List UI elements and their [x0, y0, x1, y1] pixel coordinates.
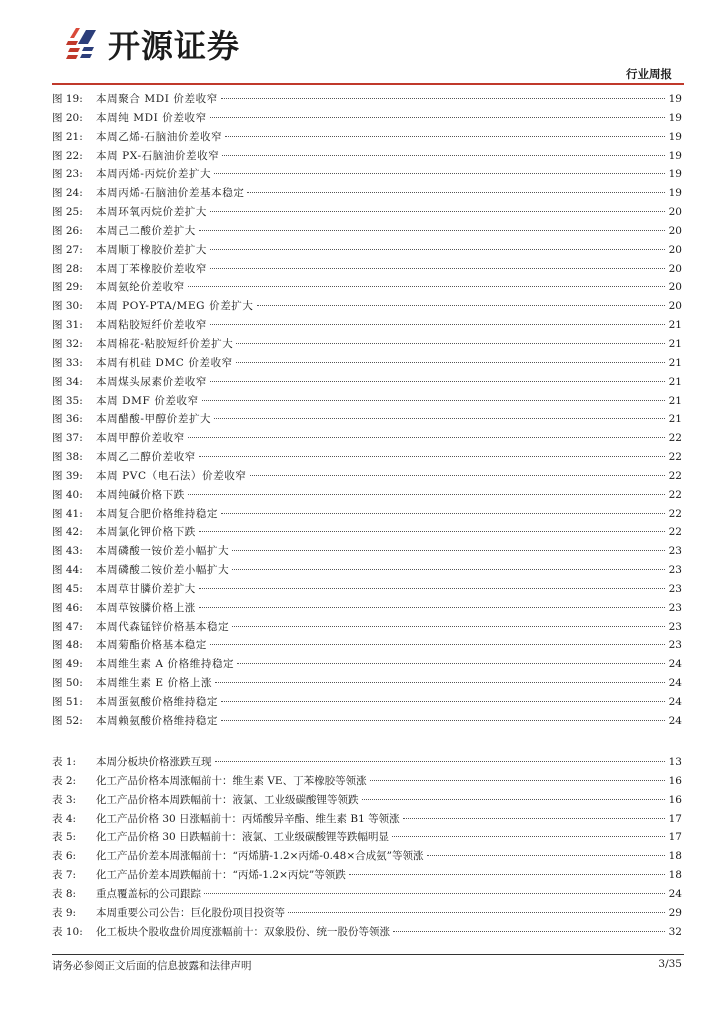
toc-dot-leader: [199, 230, 665, 231]
figure-toc-entry[interactable]: [52, 90, 682, 109]
figure-toc-entry[interactable]: [52, 618, 682, 637]
toc-entry-page: 21: [668, 394, 682, 407]
toc-entry-label: 图 47:: [52, 620, 83, 633]
report-type: 行业周报: [626, 67, 672, 81]
toc-entry-page: 24: [668, 658, 682, 671]
figure-toc-entry[interactable]: [52, 505, 682, 524]
toc-entry-page: 22: [668, 451, 682, 464]
toc-dot-leader: [215, 761, 666, 762]
table-toc-entry[interactable]: [52, 810, 682, 829]
table-toc-entry[interactable]: [52, 772, 682, 791]
toc-entry-label: 图 38:: [52, 451, 83, 464]
toc-entry-title: 化工产品价差本周涨幅前十：“丙烯腈-1.2×丙烯-0.48×合成氨”等领涨: [96, 850, 424, 863]
toc-entry-title: 本周乙烯-石脑油价差收窄: [96, 130, 223, 143]
toc-entry-page: 19: [668, 168, 682, 181]
table-toc-entry[interactable]: [52, 904, 682, 923]
figure-toc-entry[interactable]: [52, 335, 682, 354]
toc-entry-label: 图 21:: [52, 130, 83, 143]
toc-entry-page: 21: [668, 375, 682, 388]
toc-entry-label: 图 51:: [52, 696, 83, 708]
toc-entry-page: 24: [668, 887, 682, 900]
figure-toc-entry[interactable]: [52, 523, 682, 542]
toc-entry-page: 20: [668, 224, 682, 237]
toc-entry-page: 23: [668, 601, 682, 614]
figure-toc-entry[interactable]: [52, 580, 682, 599]
figure-toc-entry[interactable]: [52, 184, 682, 203]
toc-entry-page: 19: [668, 187, 682, 200]
toc-entry-page: 24: [668, 714, 682, 727]
figure-toc-list: [52, 90, 682, 731]
toc-entry-label: 图 50:: [52, 677, 83, 690]
toc-dot-leader: [232, 569, 665, 570]
toc-entry-label: 表 6:: [52, 850, 77, 863]
toc-entry-page: 22: [668, 432, 682, 445]
toc-entry-title: 本周聚合 MDI 价差收窄: [96, 93, 218, 105]
toc-entry-page: 23: [668, 545, 682, 558]
figure-toc-entry[interactable]: [52, 655, 682, 674]
toc-entry-label: 图 37:: [52, 432, 83, 445]
toc-entry-page: 21: [668, 337, 682, 350]
table-toc-entry[interactable]: [52, 847, 682, 866]
toc-entry-title: 本周磷酸二铵价差小幅扩大: [96, 564, 230, 577]
brand-name: 开源证券: [108, 27, 241, 65]
toc-entry-title: 化工产品价格 30 日跌幅前十：液氯、工业级碳酸锂等跌幅明显: [96, 831, 390, 844]
toc-dot-leader: [210, 211, 665, 212]
toc-dot-leader: [257, 305, 666, 306]
toc-entry-title: 本周己二酸价差扩大: [96, 224, 196, 237]
toc-entry-title: 本周粘胶短纤价差收窄: [96, 319, 207, 332]
toc-entry-title: 本周复合肥价格维持稳定: [96, 507, 219, 520]
toc-dot-leader: [236, 343, 665, 344]
toc-entry-label: 图 41:: [52, 507, 83, 520]
footer-divider: [52, 954, 684, 955]
toc-entry-title: 化工板块个股收盘价周度涨幅前十：双象股份、统一股份等领涨: [96, 925, 390, 938]
toc-dot-leader: [202, 400, 665, 401]
toc-entry-page: 21: [668, 319, 682, 332]
toc-entry-label: 图 28:: [52, 262, 83, 275]
toc-dot-leader: [214, 173, 665, 174]
toc-entry-page: 21: [668, 413, 682, 426]
toc-entry-title: 本周磷酸一铵价差小幅扩大: [96, 545, 230, 558]
toc-entry-label: 图 33:: [52, 356, 83, 369]
toc-entry-page: 22: [668, 507, 682, 520]
toc-entry-page: 19: [668, 93, 682, 105]
toc-dot-leader: [349, 874, 665, 875]
toc-entry-page: 22: [668, 488, 682, 501]
toc-entry-label: 表 10:: [52, 925, 83, 938]
toc-entry-title: 本周纯 MDI 价差收窄: [96, 111, 207, 124]
toc-entry-label: 图 42:: [52, 526, 83, 539]
figure-toc-entry[interactable]: [52, 297, 682, 316]
toc-entry-title: 化工产品价差本周跌幅前十：“丙烯-1.2×丙烷”等领跌: [96, 869, 346, 882]
figure-toc-entry[interactable]: [52, 373, 682, 392]
toc-dot-leader: [199, 588, 665, 589]
toc-dot-leader: [232, 626, 665, 627]
toc-entry-title: 本周维生素 A 价格维持稳定: [96, 658, 235, 671]
toc-entry-label: 图 24:: [52, 187, 83, 200]
toc-entry-page: 20: [668, 281, 682, 294]
toc-dot-leader: [188, 437, 665, 438]
toc-entry-label: 图 34:: [52, 375, 83, 388]
toc-entry-page: 24: [668, 696, 682, 708]
toc-dot-leader: [210, 381, 665, 382]
figure-toc-entry[interactable]: [52, 467, 682, 486]
toc-entry-title: 本周维生素 E 价格上涨: [96, 677, 213, 690]
toc-dot-leader: [427, 855, 665, 856]
toc-dot-leader: [215, 682, 665, 683]
toc-entry-page: 23: [668, 582, 682, 595]
table-toc-list: [52, 753, 682, 941]
toc-entry-label: 图 23:: [52, 168, 83, 181]
toc-entry-label: 图 31:: [52, 319, 83, 332]
toc-dot-leader: [210, 249, 665, 250]
toc-entry-title: 本周蛋氨酸价格维持稳定: [96, 696, 219, 708]
brand-logo: [66, 22, 240, 66]
table-toc-entry[interactable]: [52, 885, 682, 904]
figure-toc-entry[interactable]: [52, 542, 682, 561]
figure-toc-entry[interactable]: [52, 147, 682, 166]
toc-entry-page: 24: [668, 677, 682, 690]
toc-entry-page: 20: [668, 206, 682, 219]
toc-entry-page: 21: [668, 356, 682, 369]
figure-toc-entry[interactable]: [52, 165, 682, 184]
figure-toc-entry[interactable]: [52, 693, 682, 712]
toc-dot-leader: [393, 931, 665, 932]
toc-entry-page: 20: [668, 243, 682, 256]
toc-entry-page: 20: [668, 262, 682, 275]
toc-entry-title: 本周代森锰锌价格基本稳定: [96, 620, 230, 633]
toc-dot-leader: [210, 117, 665, 118]
toc-entry-title: 本周草甘膦价差扩大: [96, 582, 196, 595]
toc-entry-title: 本周 PVC（电石法）价差收窄: [96, 469, 247, 482]
toc-entry-label: 图 39:: [52, 469, 83, 482]
toc-dot-leader: [225, 136, 665, 137]
toc-entry-title: 本周 POY-PTA/MEG 价差扩大: [96, 300, 254, 313]
figure-toc-entry[interactable]: [52, 128, 682, 147]
table-toc-entry[interactable]: [52, 923, 682, 942]
toc-dot-leader: [188, 286, 665, 287]
toc-entry-label: 图 36:: [52, 413, 83, 426]
toc-entry-page: 23: [668, 564, 682, 577]
figure-toc-entry[interactable]: [52, 354, 682, 373]
toc-entry-page: 29: [668, 906, 682, 919]
figure-toc-entry[interactable]: [52, 448, 682, 467]
figure-toc-entry[interactable]: [52, 278, 682, 297]
toc-entry-label: 图 27:: [52, 243, 83, 256]
toc-entry-title: 本周丁苯橡胶价差收窄: [96, 262, 207, 275]
page-header: [0, 0, 724, 84]
toc-entry-title: 本周棉花-粘胶短纤价差扩大: [96, 337, 234, 350]
toc-entry-label: 表 5:: [52, 831, 77, 844]
toc-entry-page: 22: [668, 469, 682, 482]
toc-entry-title: 本周氨纶价差收窄: [96, 281, 185, 294]
toc-entry-label: 表 4:: [52, 812, 77, 825]
figure-toc-entry[interactable]: [52, 203, 682, 222]
toc-entry-title: 本周顺丁橡胶价差扩大: [96, 243, 207, 256]
toc-entry-label: 图 29:: [52, 281, 83, 294]
toc-entry-page: 16: [668, 793, 682, 806]
toc-dot-leader: [221, 701, 665, 702]
toc-entry-page: 23: [668, 639, 682, 652]
toc-entry-page: 17: [668, 812, 682, 825]
toc-dot-leader: [392, 836, 665, 837]
toc-dot-leader: [237, 663, 665, 664]
toc-entry-label: 图 26:: [52, 224, 83, 237]
toc-entry-page: 17: [668, 831, 682, 844]
toc-dot-leader: [221, 720, 665, 721]
toc-dot-leader: [199, 531, 665, 532]
toc-entry-title: 化工产品价格 30 日涨幅前十：丙烯酸异辛酯、维生素 B1 等领涨: [96, 812, 400, 825]
toc-entry-title: 本周重要公司公告：巨化股份项目投资等: [96, 906, 285, 919]
figure-toc-entry[interactable]: [52, 222, 682, 241]
figure-toc-entry[interactable]: [52, 599, 682, 618]
toc-entry-title: 本周赖氨酸价格维持稳定: [96, 714, 219, 727]
toc-entry-page: 19: [668, 149, 682, 162]
figure-toc-entry[interactable]: [52, 674, 682, 693]
table-toc-entry[interactable]: [52, 866, 682, 885]
toc-entry-page: 19: [668, 130, 682, 143]
toc-entry-page: 18: [668, 850, 682, 863]
toc-entry-title: 本周 DMF 价差收窄: [96, 394, 199, 407]
toc-dot-leader: [210, 268, 665, 269]
toc-entry-title: 化工产品价格本周涨幅前十：维生素 VE、丁苯橡胶等领涨: [96, 774, 367, 787]
toc-entry-label: 图 46:: [52, 601, 83, 614]
header-divider: [52, 83, 684, 85]
toc-entry-title: 重点覆盖标的公司跟踪: [96, 887, 201, 900]
toc-dot-leader: [370, 780, 665, 781]
figure-toc-entry[interactable]: [52, 316, 682, 335]
toc-entry-title: 本周纯碱价格下跌: [96, 488, 185, 501]
footer-disclaimer: 请务必参阅正文后面的信息披露和法律声明: [52, 960, 252, 972]
figure-toc-entry[interactable]: [52, 392, 682, 411]
figure-toc-entry[interactable]: [52, 712, 682, 731]
toc-entry-label: 表 1:: [52, 756, 77, 768]
toc-entry-label: 表 9:: [52, 906, 77, 919]
toc-entry-label: 图 43:: [52, 545, 83, 558]
toc-entry-label: 图 30:: [52, 300, 83, 313]
toc-dot-leader: [210, 644, 665, 645]
toc-entry-label: 表 2:: [52, 774, 77, 787]
toc-entry-title: 本周丙烯-丙烷价差扩大: [96, 168, 212, 181]
toc-entry-title: 本周醋酸-甲醇价差扩大: [96, 413, 212, 426]
figure-toc-entry[interactable]: [52, 410, 682, 429]
figure-toc-entry[interactable]: [52, 486, 682, 505]
toc-entry-title: 本周菊酯价格基本稳定: [96, 639, 207, 652]
toc-entry-title: 本周丙烯-石脑油价差基本稳定: [96, 187, 245, 200]
toc-entry-title: 本周甲醇价差收窄: [96, 432, 185, 445]
figure-toc-entry[interactable]: [52, 109, 682, 128]
toc-dot-leader: [247, 192, 665, 193]
toc-entry-page: 20: [668, 300, 682, 313]
table-toc-entry[interactable]: [52, 753, 682, 772]
toc-entry-page: 32: [668, 925, 682, 938]
toc-dot-leader: [362, 799, 666, 800]
toc-entry-title: 本周草铵膦价格上涨: [96, 601, 196, 614]
table-toc-entry[interactable]: [52, 828, 682, 847]
toc-dot-leader: [214, 418, 665, 419]
toc-entry-label: 图 40:: [52, 488, 83, 501]
toc-entry-label: 图 44:: [52, 564, 83, 577]
toc-dot-leader: [403, 818, 665, 819]
toc-entry-label: 图 35:: [52, 394, 83, 407]
figure-toc-entry[interactable]: [52, 260, 682, 279]
toc-entry-label: 图 48:: [52, 639, 83, 652]
toc-dot-leader: [288, 912, 665, 913]
toc-entry-label: 图 32:: [52, 337, 83, 350]
toc-dot-leader: [232, 550, 665, 551]
toc-dot-leader: [204, 893, 665, 894]
toc-dot-leader: [199, 456, 665, 457]
toc-entry-title: 本周乙二醇价差收窄: [96, 451, 196, 464]
toc-entry-label: 图 45:: [52, 582, 83, 595]
toc-dot-leader: [199, 607, 665, 608]
toc-entry-label: 表 3:: [52, 793, 77, 806]
figure-toc-entry[interactable]: [52, 241, 682, 260]
toc-dot-leader: [236, 362, 665, 363]
toc-entry-page: 18: [668, 869, 682, 882]
toc-entry-label: 图 19:: [52, 93, 83, 105]
toc-entry-label: 图 25:: [52, 206, 83, 219]
toc-entry-label: 表 8:: [52, 887, 77, 900]
toc-entry-page: 13: [668, 756, 682, 768]
toc-entry-title: 化工产品价格本周跌幅前十：液氯、工业级碳酸锂等领跌: [96, 793, 359, 806]
brand-mark-icon: [66, 24, 100, 64]
toc-entry-title: 本周有机硅 DMC 价差收窄: [96, 356, 233, 369]
toc-entry-page: 23: [668, 620, 682, 633]
toc-entry-title: 本周 PX-石脑油价差收窄: [96, 149, 220, 162]
figure-toc-entry[interactable]: [52, 429, 682, 448]
toc-entry-page: 16: [668, 774, 682, 787]
toc-entry-page: 22: [668, 526, 682, 539]
toc-entry-title: 本周煤头尿素价差收窄: [96, 375, 207, 388]
toc-entry-page: 19: [668, 111, 682, 124]
toc-dot-leader: [210, 324, 665, 325]
toc-entry-title: 本周分板块价格涨跌互现: [96, 756, 212, 768]
toc-dot-leader: [221, 513, 665, 514]
toc-entry-title: 本周环氧丙烷价差扩大: [96, 206, 207, 219]
toc-entry-title: 本周氯化钾价格下跌: [96, 526, 196, 539]
toc-entry-label: 图 49:: [52, 658, 83, 671]
table-toc-entry[interactable]: [52, 791, 682, 810]
toc-entry-label: 表 7:: [52, 869, 77, 882]
page-number: 3/35: [658, 958, 682, 970]
toc-dot-leader: [188, 494, 665, 495]
toc-dot-leader: [222, 155, 665, 156]
toc-entry-label: 图 52:: [52, 714, 83, 727]
toc-dot-leader: [221, 98, 665, 99]
toc-entry-label: 图 22:: [52, 149, 83, 162]
figure-toc-entry[interactable]: [52, 561, 682, 580]
toc-entry-label: 图 20:: [52, 111, 83, 124]
figure-toc-entry[interactable]: [52, 636, 682, 655]
toc-dot-leader: [250, 475, 665, 476]
